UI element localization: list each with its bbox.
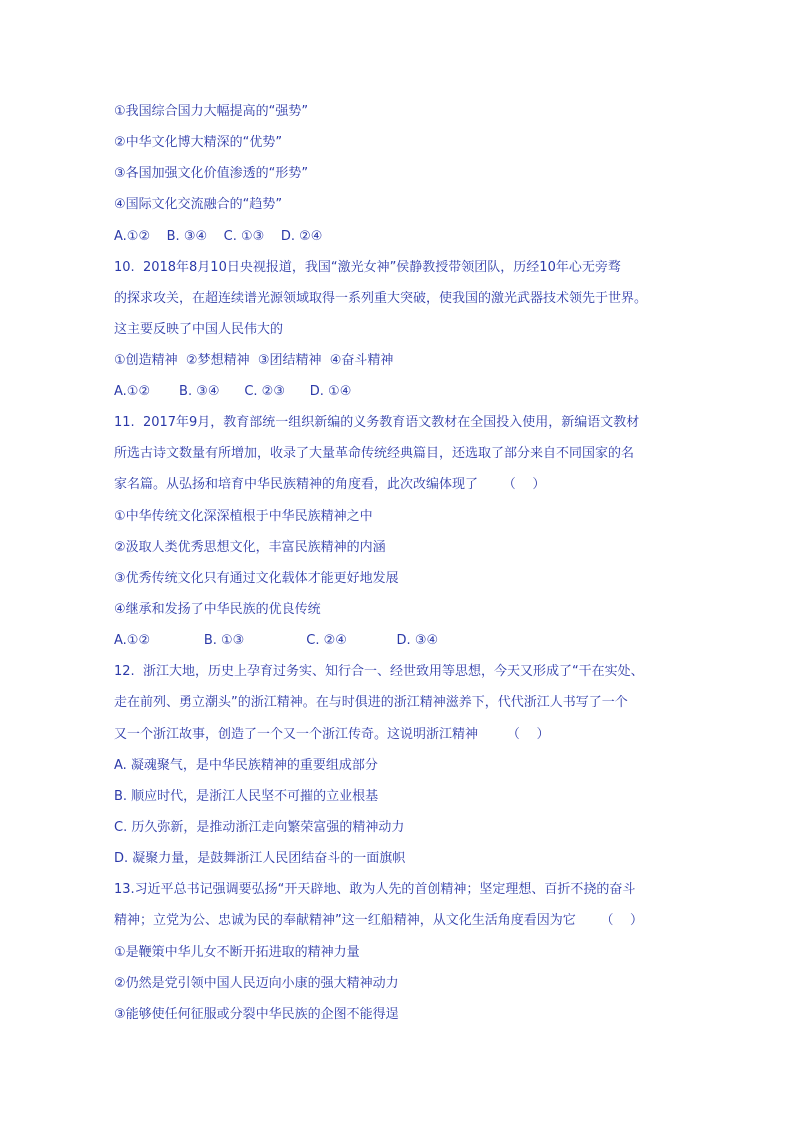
question-10-text: 的探求攻关，在超连续谱光源领域取得一系列重大突破，使我国的激光武器技术领先于世界。 bbox=[114, 291, 648, 306]
option-line: ②仍然是党引领中国人民迈向小康的强大精神动力 bbox=[114, 976, 399, 991]
option-line: ①是鞭策中华儿女不断开拓进取的精神力量 bbox=[114, 945, 360, 960]
option-line: A. 凝魂聚气，是中华民族精神的重要组成部分 bbox=[114, 758, 378, 773]
question-13-text: 13.习近平总书记强调要弘扬“开天辟地、敢为人先的首创精神；坚定理想、百折不挠的奋斗 bbox=[114, 882, 636, 897]
question-11-text: 11. 2017年9月，教育部统一组织新编的义务教育语文教材在全国投入使用，新编语文教材 bbox=[114, 415, 640, 430]
option-line: ②中华文化博大精深的“优势” bbox=[114, 135, 283, 150]
option-line: ①我国综合国力大幅提高的“强势” bbox=[114, 104, 309, 119]
question-10-text: 这主要反映了中国人民伟大的 bbox=[114, 322, 284, 337]
option-line: ③优秀传统文化只有通过文化载体才能更好地发展 bbox=[114, 571, 399, 586]
question-10-text: 10. 2018年8月10日央视报道，我国“激光女神”侯静教授带领团队，历经10年心无旁骛 bbox=[114, 260, 621, 275]
question-11-text: 家名篇。从弘扬和培育中华民族精神的角度看，此次改编体现了 （ ） bbox=[114, 477, 546, 492]
answer-choices: A.①② B. ①③ C. ②④ D. ③④ bbox=[114, 633, 439, 648]
option-line: B. 顺应时代，是浙江人民坚不可摧的立业根基 bbox=[114, 789, 379, 804]
option-line: ②汲取人类优秀思想文化，丰富民族精神的内涵 bbox=[114, 540, 386, 555]
option-line: ③能够使任何征服或分裂中华民族的企图不能得逞 bbox=[114, 1007, 399, 1022]
option-line: ③各国加强文化价值渗透的“形势” bbox=[114, 166, 309, 181]
question-12-text: 12. 浙江大地，历史上孕育过务实、知行合一、经世致用等思想，今天又形成了“干在实处、 bbox=[114, 664, 644, 679]
question-13-text: 精神；立党为公、忠诚为民的奉献精神”这一红船精神，从文化生活角度看因为它 （ ） bbox=[114, 913, 644, 928]
question-11-text: 所选古诗文数量有所增加，收录了大量革命传统经典篇目，还选取了部分来自不同国家的名 bbox=[114, 446, 635, 461]
option-line: C. 历久弥新，是推动浙江走向繁荣富强的精神动力 bbox=[114, 820, 405, 835]
option-line: ④继承和发扬了中华民族的优良传统 bbox=[114, 602, 321, 617]
option-line: D. 凝聚力量，是鼓舞浙江人民团结奋斗的一面旗帜 bbox=[114, 851, 406, 866]
option-line: ④国际文化交流融合的“趋势” bbox=[114, 197, 283, 212]
answer-choices: A.①② B. ③④ C. ①③ D. ②④ bbox=[114, 229, 323, 244]
option-line: ①创造精神 ②梦想精神 ③团结精神 ④奋斗精神 bbox=[114, 353, 394, 368]
question-12-text: 又一个浙江故事，创造了一个又一个浙江传奇。这说明浙江精神 （ ） bbox=[114, 727, 550, 742]
question-12-text: 走在前列、勇立潮头”的浙江精神。在与时俱进的浙江精神滋养下，代代浙江人书写了一个 bbox=[114, 695, 628, 710]
answer-choices: A.①② B. ③④ C. ②③ D. ①④ bbox=[114, 384, 352, 399]
option-line: ①中华传统文化深深植根于中华民族精神之中 bbox=[114, 509, 373, 524]
